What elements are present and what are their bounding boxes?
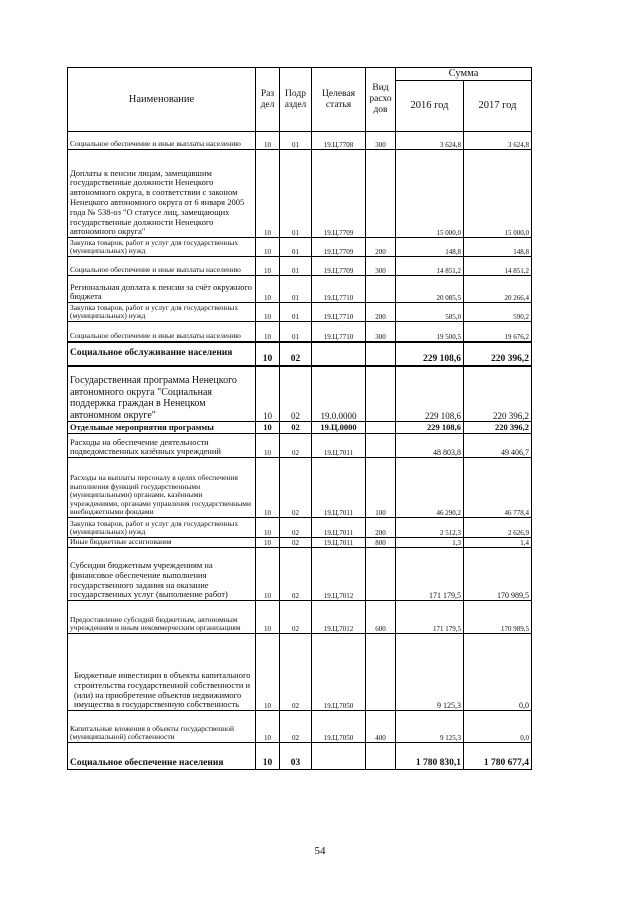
section-row-social-service — [68, 342, 532, 366]
row-name: Доплаты к пенсии лицам, замещавшим государственные должности Ненецкого автономного округа, в соответствии с законом Ненецкого автономного округа от 6 января 2005 года № 538-оз "О статусе лиц, замещающих государственные должности Ненецкого автономного округа" — [68, 150, 256, 238]
table-row — [68, 132, 532, 150]
row-2016: 19 500,5 — [396, 322, 464, 342]
header-2016: 2016 год — [396, 81, 464, 132]
row-vid — [366, 434, 396, 458]
row-name: Капитальные вложения в объекты государственной (муниципальной) собственности — [68, 711, 256, 743]
row-target: 19.Ц.0000 — [312, 422, 366, 434]
row-name: Социальное обеспечение и иные выплаты населению — [68, 322, 256, 342]
table-row — [68, 518, 532, 538]
row-vid: 300 — [366, 322, 396, 342]
row-razdel: 10 — [256, 518, 280, 538]
row-razdel: 10 — [256, 366, 280, 422]
row-2016: 14 851,2 — [396, 257, 464, 276]
row-target: 19.Ц.7012 — [312, 548, 366, 601]
row-name: Закупка товаров, работ и услуг для государственных (муниципальных) нужд — [68, 303, 256, 322]
row-2017: 19 676,2 — [464, 322, 532, 342]
row-target: 19.Ц.7709 — [312, 257, 366, 276]
row-name: Отдельные мероприятия программы — [68, 422, 256, 434]
row-razdel: 10 — [256, 303, 280, 322]
budget-table — [67, 67, 532, 770]
row-2016: 48 803,8 — [396, 434, 464, 458]
row-podrazdel: 01 — [280, 132, 312, 150]
row-2016: 585,0 — [396, 303, 464, 322]
row-podrazdel: 02 — [280, 548, 312, 601]
row-razdel: 10 — [256, 601, 280, 634]
row-podrazdel: 01 — [280, 257, 312, 276]
row-2016: 3 624,8 — [396, 132, 464, 150]
row-vid: 400 — [366, 711, 396, 743]
row-vid: 800 — [366, 538, 396, 548]
row-target: 19.Ц.7011 — [312, 434, 366, 458]
row-2016: 20 085,5 — [396, 276, 464, 303]
header-razdel: Раз дел — [256, 68, 280, 132]
row-vid: 300 — [366, 257, 396, 276]
row-razdel: 10 — [256, 150, 280, 238]
row-razdel: 10 — [256, 548, 280, 601]
header-row-top — [68, 68, 532, 81]
row-razdel: 10 — [256, 711, 280, 743]
table-row — [68, 422, 532, 434]
row-target: 19.Ц.7011 — [312, 538, 366, 548]
row-podrazdel: 02 — [280, 538, 312, 548]
row-2016: 15 000,0 — [396, 150, 464, 238]
row-name: Расходы на выплаты персоналу в целях обеспечения выполнения функций государственными (муниципальными) органами, казёнными учреждениями, органами управления государственными внебюджетными фондами — [68, 458, 256, 518]
row-podrazdel: 01 — [280, 150, 312, 238]
row-target: 19.Ц.7050 — [312, 711, 366, 743]
row-target: 19.Ц.7709 — [312, 150, 366, 238]
row-vid — [366, 422, 396, 434]
row-2017: 170 989,5 — [464, 601, 532, 634]
table-row — [68, 303, 532, 322]
row-2016: 229 108,6 — [396, 366, 464, 422]
row-razdel: 10 — [256, 342, 280, 366]
row-name: Государственная программа Ненецкого автономного округа "Социальная поддержка граждан в Ненецком автономном округе" — [68, 366, 256, 422]
row-vid — [366, 548, 396, 601]
row-vid — [366, 634, 396, 711]
row-2017: 1,4 — [464, 538, 532, 548]
table-row — [68, 548, 532, 601]
row-vid — [366, 150, 396, 238]
section-row-social-provision — [68, 743, 532, 770]
row-vid — [366, 342, 396, 366]
row-name: Социальное обеспечение населения — [68, 743, 256, 770]
row-2016: 148,8 — [396, 238, 464, 257]
page-number: 54 — [314, 845, 326, 857]
row-vid: 300 — [366, 132, 396, 150]
row-vid: 200 — [366, 238, 396, 257]
table-row — [68, 276, 532, 303]
header-name: Наименование — [68, 68, 256, 132]
row-razdel: 10 — [256, 132, 280, 150]
row-podrazdel: 01 — [280, 276, 312, 303]
row-vid: 200 — [366, 518, 396, 538]
row-podrazdel: 01 — [280, 238, 312, 257]
row-podrazdel: 02 — [280, 601, 312, 634]
row-podrazdel: 02 — [280, 342, 312, 366]
row-razdel: 10 — [256, 322, 280, 342]
row-2017: 46 778,4 — [464, 458, 532, 518]
table-row — [68, 150, 532, 238]
header-target: Целевая статья — [312, 68, 366, 132]
row-target: 19.Ц.7710 — [312, 276, 366, 303]
row-target: 19.Ц.7708 — [312, 132, 366, 150]
row-2016: 229 108,6 — [396, 342, 464, 366]
row-target: 19.Ц.7709 — [312, 238, 366, 257]
row-razdel: 10 — [256, 458, 280, 518]
table-row — [68, 257, 532, 276]
row-vid: 200 — [366, 303, 396, 322]
row-2017: 14 851,2 — [464, 257, 532, 276]
row-target: 19.Ц.7011 — [312, 458, 366, 518]
row-2016: 1,3 — [396, 538, 464, 548]
row-name: Расходы на обеспечение деятельности подведомственных казённых учреждений — [68, 434, 256, 458]
row-2017: 220 396,2 — [464, 366, 532, 422]
row-vid — [366, 276, 396, 303]
row-name: Закупка товаров, работ и услуг для государственных (муниципальных) нужд — [68, 518, 256, 538]
row-podrazdel: 02 — [280, 422, 312, 434]
row-2017: 0,0 — [464, 711, 532, 743]
row-name: Иные бюджетные ассигнования — [68, 538, 256, 548]
row-target — [312, 342, 366, 366]
row-2017: 220 396,2 — [464, 422, 532, 434]
table-row — [68, 322, 532, 342]
row-2016: 9 125,3 — [396, 634, 464, 711]
row-podrazdel: 02 — [280, 518, 312, 538]
row-target: 19.0.0000 — [312, 366, 366, 422]
row-razdel: 10 — [256, 276, 280, 303]
row-vid — [366, 743, 396, 770]
row-target: 19.Ц.7710 — [312, 322, 366, 342]
header-podrazdel: Подр аздел — [280, 68, 312, 132]
row-name: Закупка товаров, работ и услуг для государственных (муниципальных) нужд — [68, 238, 256, 257]
table-row — [68, 238, 532, 257]
header-vid: Вид расхо дов — [366, 68, 396, 132]
row-name: Социальное обеспечение и иные выплаты населению — [68, 132, 256, 150]
row-podrazdel: 02 — [280, 366, 312, 422]
row-name: Предоставление субсидий бюджетным, автономным учреждениям и иным некоммерческим организациям — [68, 601, 256, 634]
row-2017: 2 626,9 — [464, 518, 532, 538]
row-razdel: 10 — [256, 238, 280, 257]
row-2017: 0,0 — [464, 634, 532, 711]
table-row — [68, 366, 532, 422]
row-2016: 171 179,5 — [396, 548, 464, 601]
row-2016: 171 179,5 — [396, 601, 464, 634]
row-podrazdel: 01 — [280, 303, 312, 322]
row-target: 19.Ц.7050 — [312, 634, 366, 711]
row-razdel: 10 — [256, 257, 280, 276]
row-2016: 229 108,6 — [396, 422, 464, 434]
row-2016: 2 512,3 — [396, 518, 464, 538]
row-target: 19.Ц.7011 — [312, 518, 366, 538]
table-row — [68, 538, 532, 548]
row-razdel: 10 — [256, 434, 280, 458]
row-razdel: 10 — [256, 538, 280, 548]
row-podrazdel: 03 — [280, 743, 312, 770]
row-2017: 15 000,0 — [464, 150, 532, 238]
row-2017: 49 406,7 — [464, 434, 532, 458]
table-row — [68, 634, 532, 711]
row-vid: 100 — [366, 458, 396, 518]
row-2017: 20 266,4 — [464, 276, 532, 303]
row-razdel: 10 — [256, 422, 280, 434]
row-podrazdel: 02 — [280, 634, 312, 711]
row-razdel: 10 — [256, 634, 280, 711]
row-2016: 1 780 830,1 — [396, 743, 464, 770]
row-name: Социальное обеспечение и иные выплаты населению — [68, 257, 256, 276]
table-row — [68, 458, 532, 518]
row-2017: 148,8 — [464, 238, 532, 257]
row-podrazdel: 02 — [280, 458, 312, 518]
table-row — [68, 601, 532, 634]
row-2017: 3 624,8 — [464, 132, 532, 150]
row-name: Бюджетные инвестиции в объекты капитального строительства государственной собственности и (или) на приобретение объектов недвижимого имущества в государственную собственность — [68, 634, 256, 711]
row-name: Социальное обслуживание населения — [68, 342, 256, 366]
row-podrazdel: 02 — [280, 711, 312, 743]
row-name: Субсидии бюджетным учреждениям на финансовое обеспечение выполнения государственного задания на оказание государственных услуг (выполнение работ) — [68, 548, 256, 601]
row-vid — [366, 366, 396, 422]
header-sum: Сумма — [396, 68, 532, 81]
row-2017: 220 396,2 — [464, 342, 532, 366]
row-podrazdel: 02 — [280, 434, 312, 458]
table-row — [68, 711, 532, 743]
row-podrazdel: 01 — [280, 322, 312, 342]
table-row — [68, 434, 532, 458]
row-2017: 1 780 677,4 — [464, 743, 532, 770]
header-2017: 2017 год — [464, 81, 532, 132]
row-target — [312, 743, 366, 770]
row-2016: 46 290,2 — [396, 458, 464, 518]
row-razdel: 10 — [256, 743, 280, 770]
row-2016: 9 125,3 — [396, 711, 464, 743]
row-vid: 600 — [366, 601, 396, 634]
row-2017: 170 989,5 — [464, 548, 532, 601]
row-2017: 590,2 — [464, 303, 532, 322]
row-name: Региональная доплата к пенсии за счёт окружного бюджета — [68, 276, 256, 303]
row-target: 19.Ц.7012 — [312, 601, 366, 634]
row-target: 19.Ц.7710 — [312, 303, 366, 322]
